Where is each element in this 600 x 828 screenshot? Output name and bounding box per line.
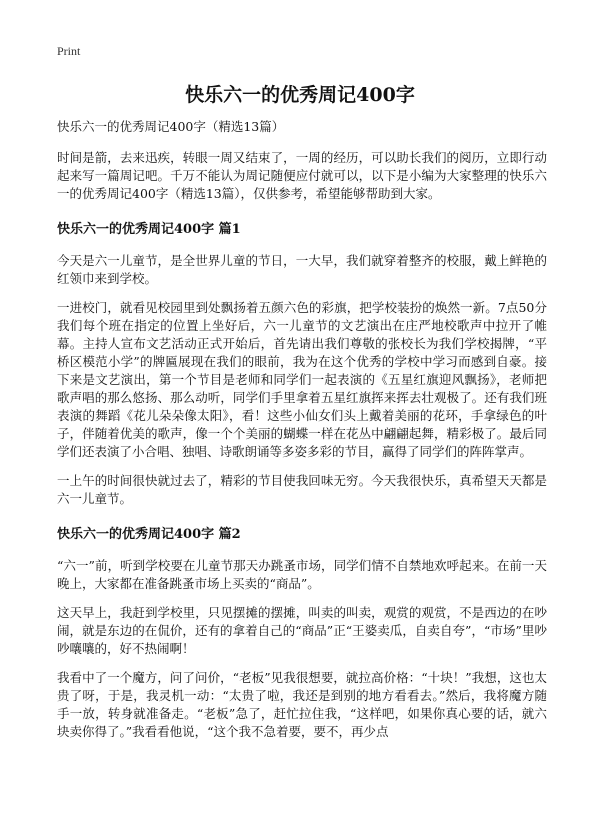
paragraph: “六一”前，听到学校要在儿童节那天办跳蚤市场，同学们情不自禁地欢呼起来。在前一天晚上，大家都在准备跳蚤市场上买卖的“商品”。 [57, 558, 547, 591]
paragraph: 一进校门，就看见校园里到处飘扬着五颜六色的彩旗，把学校装扮的焕然一新。7点50分我们每个班在指定的位置上坐好后，六一儿童节的文艺演出在庄严地校歌声中拉开了帷幕。主持人宣布文艺活动正式开始后，首先请出我们尊敬的张校长为我们学校揭牌，“平桥区模范小学”的牌匾展现在我们的眼前，我为在这个优秀的学校中学习而感到自豪。接下来是文艺演出，第一个节目是老师和同学们一起表演的《五星红旗迎风飘扬》，老师把歌声唱的那么悠扬、那么动听，同学们手里拿着五星红旗挥来挥去壮观极了。还有我们班表演的舞蹈《花儿朵朵像太阳》，看！这些小仙女们头上戴着美丽的花环，手拿绿色的叶子，伴随着优美的歌声，像一个个美丽的蝴蝶一样在花丛中翩翩起舞，精彩极了。最后同学们还表演了小合唱、独唱、诗歌朗诵等多姿多彩的节目，赢得了同学们的阵阵掌声。 [57, 300, 547, 459]
document-body [57, 118, 547, 739]
paragraph: 一上午的时间很快就过去了，精彩的节目使我回味无穷。今天我很快乐，真希望天天都是六一儿童节。 [57, 473, 547, 506]
section-heading: 快乐六一的优秀周记400字 篇1 [57, 222, 241, 237]
section-heading: 快乐六一的优秀周记400字 篇2 [57, 527, 241, 542]
intro-paragraph: 时间是箭，去来迅疾，转眼一周又结束了，一周的经历，可以助长我们的阅历，立即行动起来写一篇周记吧。千万不能认为周记随便应付就可以，以下是小编为大家整理的快乐六一的优秀周记400字（精选13篇），仅供参考，希望能够帮助到大家。 [57, 150, 547, 201]
document-subtitle: 快乐六一的优秀周记400字（精选13篇） [57, 119, 285, 134]
print-label: Print [57, 44, 81, 58]
paragraph: 今天是六一儿童节，是全世界儿童的节日，一大早，我们就穿着整齐的校服，戴上鲜艳的红领巾来到学校。 [57, 253, 547, 286]
paragraph: 这天早上，我赶到学校里，只见摆摊的摆摊，叫卖的叫卖，观赏的观赏，不是西边的在吵闹，就是东边的在侃价，还有的拿着自己的“商品”正“王婆卖瓜，自卖自夸”，“市场”里吵吵嚷嚷的，好不热闹啊！ [57, 605, 547, 656]
document-title: 快乐六一的优秀周记400字 [185, 84, 415, 106]
paragraph: 我看中了一个魔方，问了问价，“老板”见我很想要，就拉高价格：“十块！”我想，这也太贵了呀，于是，我灵机一动：“太贵了啦，我还是到别的地方看看去。”然后，我将魔方随手一放，转身就准备走。“老板”急了，赶忙拉住我，“这样吧，如果你真心要的话，就六块卖你得了。”我看看他说，“这个我不急着要，要不，再少点 [57, 670, 547, 739]
